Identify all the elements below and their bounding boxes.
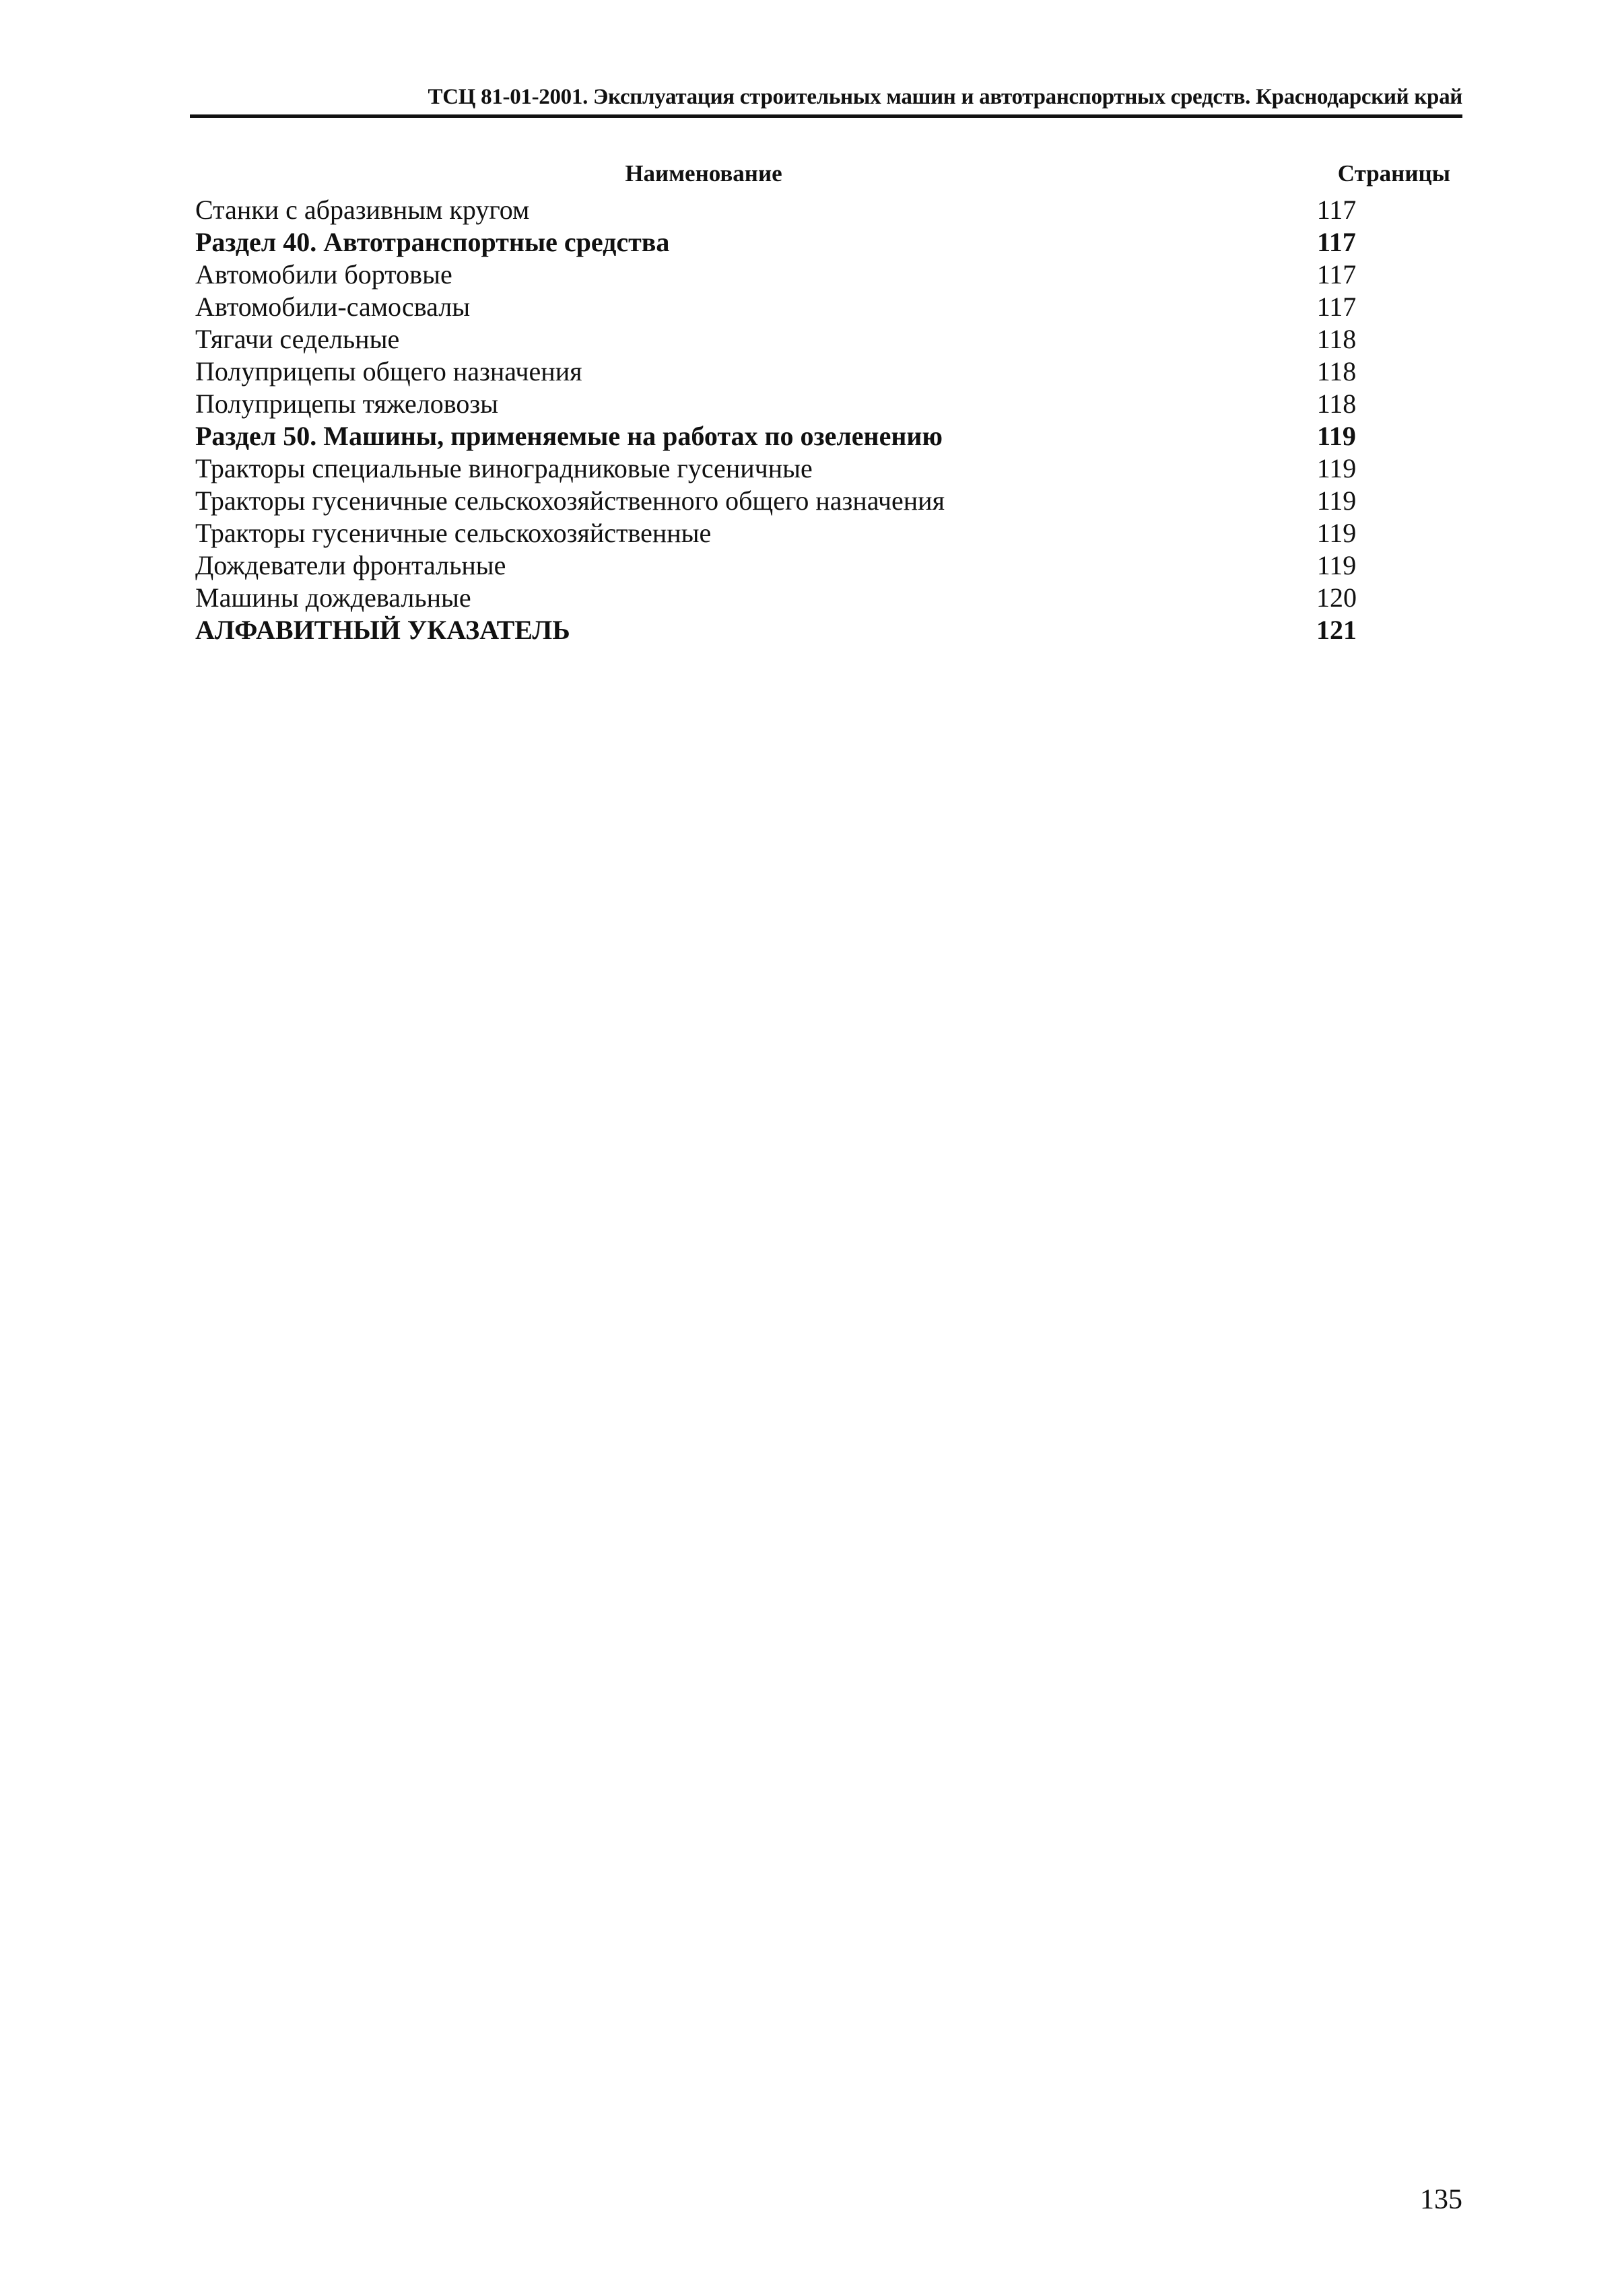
toc-row — [195, 356, 1456, 388]
toc-row — [195, 452, 1456, 485]
toc-entry-title: АЛФАВИТНЫЙ УКАЗАТЕЛЬ — [195, 615, 570, 645]
toc-row-section — [195, 226, 1456, 259]
toc-entry-title: Раздел 40. Автотранспортные средства — [195, 227, 670, 257]
toc-entry-title: Тракторы специальные виноградниковые гусеничные — [195, 453, 813, 483]
toc-header-row — [195, 154, 1456, 194]
toc-entry-title: Тракторы гусеничные сельскохозяйственного общего назначения — [195, 485, 945, 516]
toc-entry-title: Полуприцепы общего назначения — [195, 356, 582, 386]
toc-entry-page: 121 — [1316, 615, 1357, 645]
toc-entry-title: Тракторы гусеничные сельскохозяйственные — [195, 518, 712, 548]
toc-entry-page: 117 — [1317, 227, 1356, 257]
toc-entry-page: 117 — [1316, 195, 1357, 225]
toc-row — [195, 194, 1456, 226]
toc-entry-title: Дождеватели фронтальные — [195, 550, 506, 580]
toc-row — [195, 485, 1456, 517]
toc-entry-title: Автомобили-самосвалы — [195, 292, 471, 322]
toc-entry-page: 119 — [1316, 453, 1357, 483]
toc-entry-page: 118 — [1316, 324, 1357, 354]
toc-entry-title: Машины дождевальные — [195, 582, 471, 613]
toc-row — [195, 291, 1456, 323]
toc-entry-title: Автомобили бортовые — [195, 259, 452, 290]
column-header-pages: Страницы — [1337, 160, 1450, 187]
toc-entry-page: 119 — [1316, 550, 1357, 580]
toc-entry-page: 119 — [1316, 485, 1357, 516]
toc-entry-page: 118 — [1316, 389, 1357, 419]
toc-entry-title: Тягачи седельные — [195, 324, 400, 354]
running-header: ТСЦ 81-01-2001. Эксплуатация строительных машин и автотранспортных средств. Краснодарский край — [428, 85, 1462, 109]
toc-entry-page: 119 — [1316, 518, 1357, 548]
toc-row — [195, 388, 1456, 420]
toc-row — [195, 582, 1456, 614]
header-rule — [190, 114, 1462, 118]
table-of-contents — [195, 154, 1456, 646]
toc-entry-page: 117 — [1316, 259, 1357, 290]
toc-entry-title: Станки с абразивным кругом — [195, 195, 530, 225]
toc-entry-page: 119 — [1317, 421, 1356, 451]
toc-row-section — [195, 614, 1456, 646]
toc-entry-page: 117 — [1316, 292, 1357, 322]
toc-entry-title: Полуприцепы тяжеловозы — [195, 389, 499, 419]
toc-row — [195, 517, 1456, 549]
toc-entry-page: 118 — [1316, 356, 1357, 386]
toc-entry-page: 120 — [1316, 582, 1357, 613]
column-header-name: Наименование — [625, 160, 782, 187]
toc-row — [195, 259, 1456, 291]
toc-entry-title: Раздел 50. Машины, применяемые на работах по озеленению — [195, 421, 943, 451]
toc-row — [195, 549, 1456, 582]
toc-row — [195, 323, 1456, 356]
page-number: 135 — [1420, 2184, 1462, 2215]
toc-row-section — [195, 420, 1456, 452]
